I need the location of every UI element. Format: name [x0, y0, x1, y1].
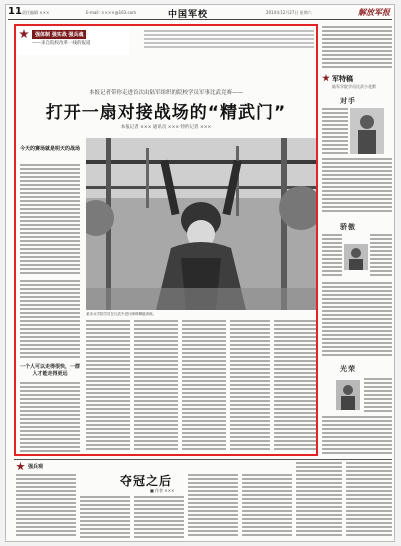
- body-text-column: [20, 164, 80, 276]
- body-text-column: [242, 474, 292, 538]
- body-text-column: [322, 108, 348, 154]
- column-tag-subtitle: ——来自院校改革一线的报道: [32, 41, 91, 46]
- featured-article[interactable]: [14, 24, 318, 456]
- body-text-column: [322, 158, 392, 214]
- body-text-column: [20, 280, 80, 360]
- body-text-column: [134, 320, 178, 452]
- sidebar-photo: [344, 244, 368, 270]
- article-headline: 打开一扇对接战场的“精武门”: [45, 103, 287, 123]
- body-text-column: [322, 416, 392, 456]
- photo-caption: 某步兵学院学员在比武中进行障碍攀越训练。: [86, 312, 156, 316]
- sidebar-item-title: 对手: [340, 97, 356, 105]
- sidebar-section-title: 军特稿: [332, 75, 353, 83]
- column-tag-title: 强体制 强实战 强兵魂: [32, 30, 86, 39]
- sidebar-item-title: 骄傲: [340, 223, 356, 231]
- body-text-column: [322, 26, 392, 70]
- bottom-headline: 夺冠之后: [120, 474, 173, 488]
- section-editor-label: 责任编辑 ×××: [22, 10, 50, 15]
- sidebar-section-subtitle: 陆军学院学员比武小花絮: [332, 84, 376, 89]
- newspaper-brand: 解放军报: [358, 7, 390, 17]
- sidebar-item-title: 光荣: [340, 365, 356, 373]
- page-title: 中国军校: [168, 10, 209, 20]
- body-text-column: [134, 496, 184, 538]
- article-byline: 本报记者 ××× 通讯员 ××× 特约记者 ×××: [120, 125, 212, 130]
- column-tag: [17, 27, 129, 55]
- body-text-column: [322, 234, 342, 278]
- body-text-column: [322, 282, 392, 358]
- body-text-column: [296, 462, 342, 538]
- body-text-column: [182, 320, 226, 452]
- bottom-byline: ■ 作者 ×××: [150, 488, 175, 493]
- article-subhead: 今天的赛场就是明天的战场: [20, 146, 81, 152]
- body-text-column: [230, 320, 270, 452]
- section-divider: [14, 459, 392, 460]
- page-date: 2014年12月27日 星期六: [266, 10, 312, 15]
- body-text-column: [274, 320, 316, 452]
- sidebar-photo: [336, 380, 360, 410]
- article-subhead: 一个人可以走得很快，一群人才能走得更远: [20, 364, 81, 377]
- article-kicker: 本报记者带你走进首次由陆军组织的院校学员军事比武竞赛——: [88, 90, 243, 96]
- page-number: 11: [8, 6, 22, 17]
- body-text-column: [346, 462, 392, 538]
- lead-paragraph: [144, 30, 314, 50]
- body-text-column: [86, 320, 130, 452]
- body-text-column: [16, 474, 76, 538]
- body-text-column: [80, 496, 130, 538]
- body-text-column: [188, 474, 238, 538]
- body-text-column: [364, 378, 392, 412]
- sidebar-photo: [350, 108, 384, 154]
- body-text-column: [370, 234, 392, 278]
- bottom-section-title: 强兵观: [28, 464, 44, 470]
- article-photo: [86, 138, 316, 310]
- star-icon: [19, 29, 29, 39]
- email-label: E-mail: ××××@163.com: [86, 10, 137, 15]
- page-header: [8, 6, 392, 20]
- body-text-column: [20, 382, 80, 452]
